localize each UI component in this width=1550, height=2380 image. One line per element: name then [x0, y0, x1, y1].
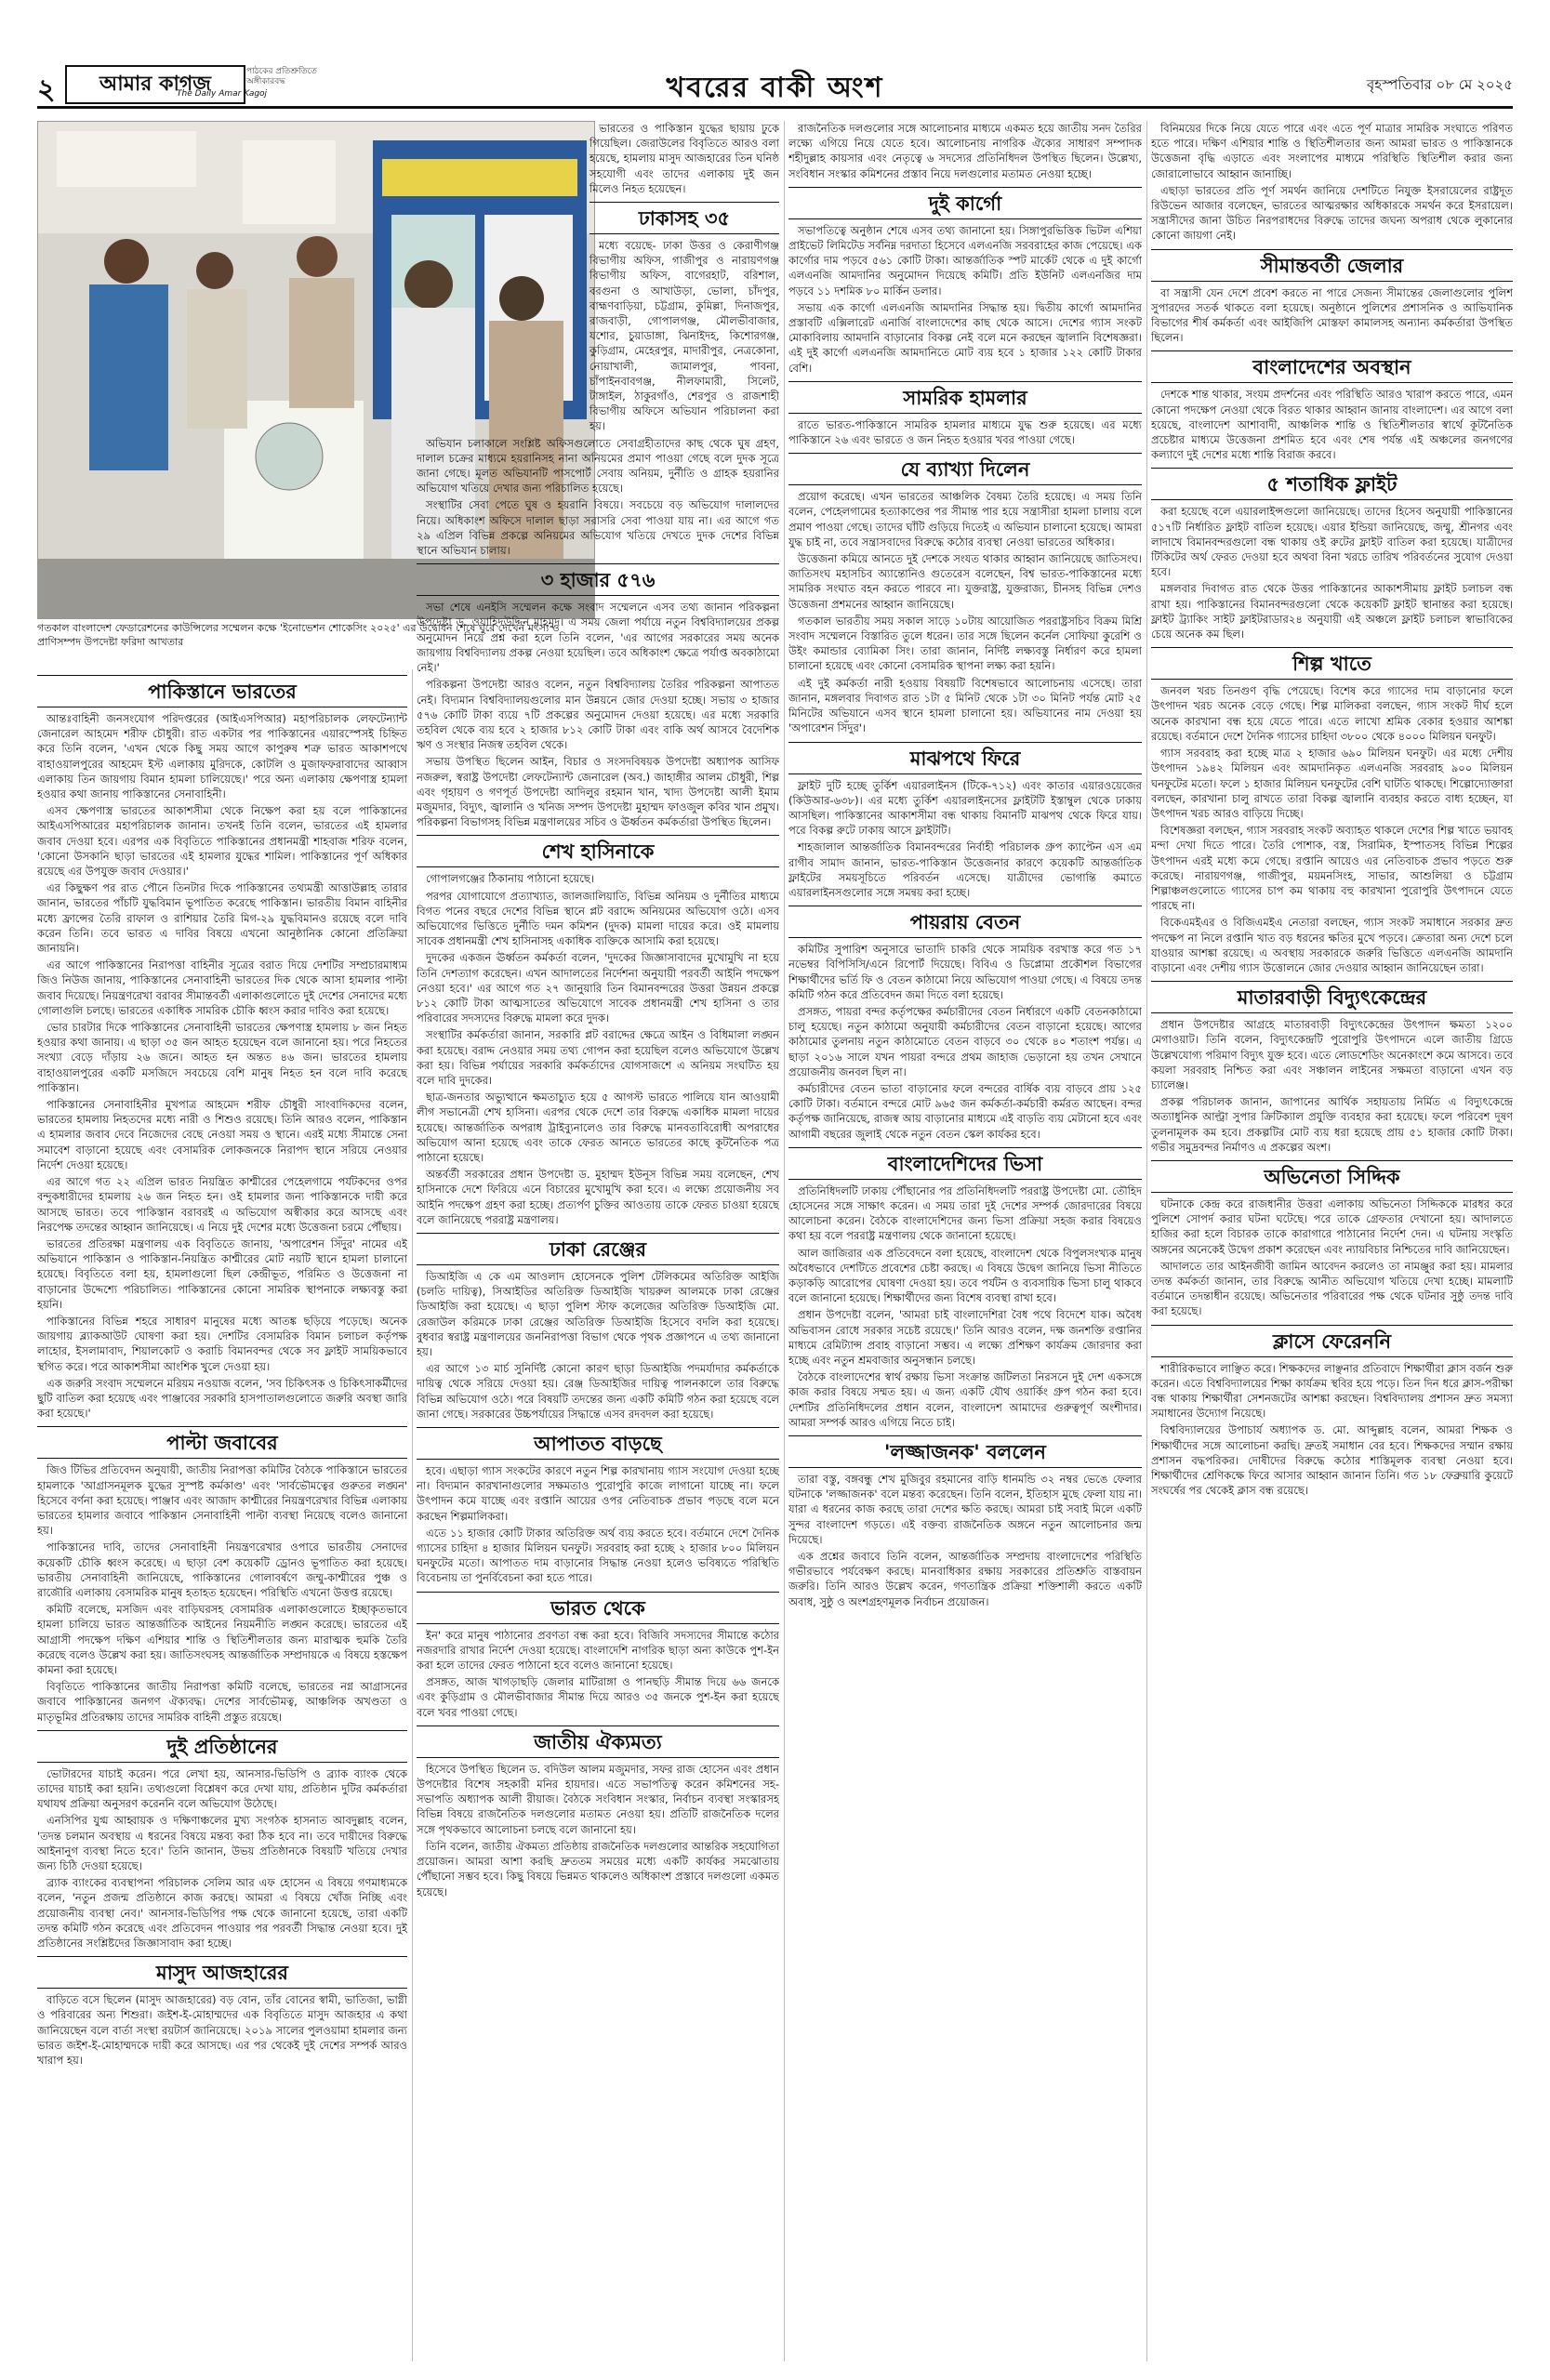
article-text: বিকেএমইএর ও বিজিএমইএ নেতারা বলছেন, গ্যাস সংকট সমাধানে সরকার দ্রুত পদক্ষেপ না নিলে রপ্তানি খাত বড় ধরনের ক্ষতির মুখে পড়বে। ক্রেতারা অন্য দেশে চলে যাওয়ার আশঙ্কা রয়েছে। এ অবস্থায় সরকারকে জরুরি ভিত্তিতে এলএনজি আমদানি বাড়ানো এবং দেশীয় গ্যাস উত্তোলনে জোর দেওয়ার আহ্বান জানিয়েছেন তারা। [1151, 916, 1513, 974]
headline-3576: ৩ হাজার ৫৭৬ [417, 563, 779, 596]
article-text: শাহজালাল আন্তর্জাতিক বিমানবন্দরের নির্বাহী পরিচালক গ্রুপ ক্যাপ্টেন এস এম রাগীব সামাদ জানান, ভারত-পাকিস্তান উত্তেজনার কারণে কয়েকটি আন্তর্জাতিক ফ্লাইটের সময়সূচিতে পরিবর্তন এসেছে। যাত্রীদের ভোগান্তি কমাতে এয়ারলাইনসগুলোর সঙ্গে সমন্বয় করা হচ্ছে। [788, 840, 1142, 899]
article-text: কমিটি বলেছে, মসজিদ এবং বাড়িঘরসহ বেসামরিক এলাকাগুলোতে ইচ্ছাকৃতভাবে হামলা চালিয়ে ভারত আন্তর্জাতিক আইনের নিয়মনীতি লঙ্ঘন করেছে। ভারতের এই আগ্রাসী পদক্ষেপ দক্ষিণ এশিয়ার শান্তি ও স্থিতিশীলতার জন্য মারাত্মক হুমকি তৈরি করেছে বলেও উল্লেখ করা হয়। জাতিসংঘসহ আন্তর্জাতিক সম্প্রদায়কে এ বিষয়ে হস্তক্ষেপ কামনা করা হয়েছে। [37, 1603, 407, 1676]
headline-military-attack: সামরিক হামলার [788, 381, 1142, 414]
headline-industry-sector: শিল্প খাতে [1151, 647, 1513, 680]
tagline: পাঠকের প্রতিশ্রুতিতে অঙ্গীকারবদ্ধ [246, 67, 317, 86]
headline-national-consensus: জাতীয় ঐক্যমত্য [417, 1726, 779, 1758]
article-text: প্রধান উপদেষ্টার আগ্রহে মাতারবাড়ী বিদ্যুৎকেন্দ্রের উৎপাদন ক্ষমতা ১২০০ মেগাওয়াট। তিনি বলেন, বিদ্যুৎকেন্দ্রটি পুরোপুরি উৎপাদনে এলে জাতীয় গ্রিডে উল্লেখযোগ্য পরিমাণ বিদ্যুৎ যুক্ত হবে। এতে লোডশেডিং অনেকাংশে কমে আসবে। তবে কয়লা সরবরাহ নিশ্চিত করা এবং সঞ্চালন লাইনের সক্ষমতা বাড়ানো এখন বড় চ্যালেঞ্জ। [1151, 1018, 1513, 1091]
article-text: রাজনৈতিক দলগুলোর সঙ্গে আলোচনার মাধ্যমে একমত হয়ে জাতীয় সনদ তৈরির লক্ষ্যে এগিয়ে নিয়ে যেতে হবে। আলোচনায় নাগরিক ঐক্যের সাধারণ সম্পাদক শহীদুল্লাহ কায়সার এবং নেতৃত্বে ৬ সদস্যের প্রতিনিধিদল উপস্থিত ছিলেন। উল্লেখ্য, সংবিধান সংস্কার কমিশনের প্রস্তাব নিয়ে দলগুলোর মতামত নেওয়া হচ্ছে। [788, 122, 1142, 180]
article-text: সংস্থাটির কর্মকর্তারা জানান, সরকারি প্লট বরাদ্দের ক্ষেত্রে আইন ও বিধিমালা লঙ্ঘন করা হয়েছে। বরাদ্দ নেওয়ার সময় তথ্য গোপন করা হয়েছিল বলেও অভিযোগে উল্লেখ করা হয়। বিভিন্ন পর্যায়ের সরকারি কর্মকর্তাদের যোগসাজশে এ অনিয়ম সংঘটিত হয় বলে দাবি দুদকের। [417, 1028, 779, 1087]
headline-dhaka-35: ঢাকাসহ ৩৫ [590, 202, 779, 234]
article-text: বাড়িতে বসে ছিলেন (মাসুদ আজহারের) বড় বোন, তাঁর বোনের স্বামী, ভাতিজা, ভাগ্নী ও পরিবারের অন্য শিশুরা। জইশ-ই-মোহাম্মদের এক বিবৃতিতে মাসুদ আজহার এ কথা জানিয়েছেন বলে বার্তা সংস্থা রয়টার্স জানিয়েছে। ২০১৯ সালের পুলওয়ামা হামলার জন্য ভারত জইশ-ই-মোহাম্মদকে দায়ী করে আসছে। এর পর থেকেই দুই দেশের সম্পর্ক আরও খারাপ হয়। [37, 1993, 407, 2068]
article-text: হবে। এছাড়া গ্যাস সংকটের কারণে নতুন শিল্প কারখানায় গ্যাস সংযোগ দেওয়া হচ্ছে না। বিদ্যমান কারখানাগুলোর সক্ষমতাও পুরোপুরি কাজে লাগানো যাচ্ছে না। ফলে উৎপাদন কমে যাচ্ছে এবং রপ্তানি আয়ের ওপর নেতিবাচক প্রভাব পড়ছে বলে মনে করছেন শিল্পমালিকরা। [417, 1464, 779, 1523]
article-text: বিনিময়ের দিকে নিয়ে যেতে পারে এবং এতে পূর্ণ মাত্রার সামরিক সংঘাতে পরিণত হতে পারে। দক্ষিণ এশিয়ার শান্তি ও স্থিতিশীলতার জন্য আমরা ভারত ও পাকিস্তানকে উত্তেজনা বৃদ্ধি এড়াতে এবং সংলাপের মাধ্যমে পরিস্থিতি স্থিতিশীল করার জন্য জোরালোভাবে আহ্বান জানাচ্ছি। [1151, 122, 1513, 180]
article-text: কমিটির সুপারিশ অনুসারে ভাতাদি চাকরি থেকে সাময়িক বরখাস্ত করে গত ১৭ নভেম্বর বিপিসিসি/এনে রিপোর্ট দিয়েছে। বিবিএ ও ডিপ্লোমা প্রকৌশল বিভাগের শিক্ষার্থীদের ভর্তি ফি ও বেতন কাঠামো নিয়ে অভিযোগ পাওয়া গেছে। এ বিষয়ে তদন্ত কমিটি গঠন করে প্রতিবেদন জমা দিতে বলা হয়েছে। [788, 943, 1142, 1001]
article-text: করা হয়েছে বলে এয়ারলাইন্সগুলো জানিয়েছে। তাদের হিসেব অনুযায়ী পাকিস্তানের ৫১৭টি নির্ধারিত ফ্লাইট বাতিল হয়েছে। এয়ার ইন্ডিয়া জানিয়েছে, জম্মু, শ্রীনগর এবং লাদাখে বিমানবন্দরগুলো বন্ধ থাকায় ওই রুটের ফ্লাইট বাতিল করা হয়েছে। যাত্রীদের টিকিটের অর্থ ফেরত দেওয়া হবে অথবা বিনা খরচে তারিখ পরিবর্তনের সুযোগ দেওয়া হবে। [1151, 505, 1513, 579]
article-text: গোপালগঞ্জের ঠিকানায় পাঠানো হয়েছে। [426, 872, 594, 886]
english-name: The Daily Amar Kagoj [177, 89, 268, 99]
article-text: এর আগে পাকিস্তানের নিরাপত্তা বাহিনীর সূত্রের বরাত দিয়ে দেশটির সম্প্রচারমাধ্যম জিও নিউজ জানায়, পাকিস্তানের সেনাবাহিনী ভারতের দিক থেকে আসা হামলার পাল্টা জবাব দিয়েছে। নিয়ন্ত্রণরেখা বরাবর সীমান্তবর্তী এলাকাগুলোতে দুই দেশের সেনাদের মধ্যে গোলাগুলি চলছে। ভারতের একাধিক সামরিক চৌকি ধ্বংস করার দাবিও করা হয়েছে। [37, 959, 407, 1017]
article-text: বৈঠকে বাংলাদেশের স্বার্থ রক্ষায় ভিসা সংক্রান্ত জটিলতা নিরসনে দুই দেশ একসঙ্গে কাজ করার বিষয়ে সম্মত হয়। এ জন্য একটি যৌথ ওয়ার্কিং গ্রুপ গঠন করা হবে। দেশটির প্রতিনিধিদলের প্রধান বলেন, বাংলাদেশ আমাদের গুরুত্বপূর্ণ অংশীদার। আমরা সম্পর্ক আরও এগিয়ে নিতে চাই। [788, 1370, 1142, 1429]
article-text: এর কিছুক্ষণ পর রাত পৌনে তিনটার দিকে পাকিস্তানের তথ্যমন্ত্রী আত্তাউল্লাহ তারার জানান, ভারতের পাঁচটি যুদ্ধবিমান ভূপাতিত করেছে পাকিস্তান। ভারতীয় বিমান বাহিনীর মধ্যে ফ্রান্সের তৈরি রাফাল ও রাশিয়ার তৈরি মিগ-২৯ যুদ্ধবিমানও রয়েছে বলে দাবি করেন তিনি। তবে ভারত এ দাবির বিষয়ে এখনো আনুষ্ঠানিক কোনো প্রতিক্রিয়া জানায়নি। [37, 881, 407, 956]
column-3 [788, 121, 1142, 2361]
article-text: ভারতের ও পাকিস্তান যুদ্ধের ছায়ায় ঢুকে গিয়েছিল। জেরাউলের বিবৃতিতে আরও বলা হয়েছে, হামলায় মাসুদ আজহারের তিন ঘনিষ্ঠ সহযোগী এবং তাদের এলাকায় দুই জন মিলেও নিহত হয়েছেন। [590, 122, 779, 195]
article-text: প্রতিনিধিদলটি ঢাকায় পৌঁছানোর পর প্রতিনিধিদলটি পররাষ্ট্র উপদেষ্টা মো. তৌহিদ হোসেনের সঙ্গে সাক্ষাৎ করেন। এ সময় তারা দুই দেশের সম্পর্ক জোরদারের বিষয়ে আলোচনা করেন। বৈঠকে বাংলাদেশিদের জন্য ভিসা প্রক্রিয়া সহজ করার বিষয়েও কথা হয় বলে পররাষ্ট্র মন্ত্রণালয় থেকে জানানো হয়েছে। [788, 1183, 1142, 1243]
article-text: ব্র্যাক ব্যাংকের ব্যবস্থাপনা পরিচালক সেলিম আর এফ হোসেন এ বিষয়ে গণমাধ্যমকে বলেন, 'নতুন প্রজন্ম প্রতিষ্ঠানে কাজ করছে। আমরা এ বিষয়ে খোঁজ নিচ্ছি এবং প্রয়োজনীয় ব্যবস্থা নেব।' আনসার-ভিডিপির পক্ষ থেকে জানানো হয়েছে, তারা একটি তদন্ত কমিটি গঠন করেছে এবং প্রতিবেদন পাওয়ার পর পরবর্তী সিদ্ধান্ত নেওয়া হবে। দুই প্রতিষ্ঠানের সংশ্লিষ্টদের জিজ্ঞাসাবাদ করা হচ্ছে। [37, 1876, 407, 1950]
issue-date: বৃহস্পতিবার ০৮ মে ২০২৫ [1366, 76, 1513, 93]
article-text: পাকিস্তানের বিভিন্ন শহরে সাধারণ মানুষের মধ্যে আতঙ্ক ছড়িয়ে পড়েছে। অনেক জায়গায় ব্ল্যাকআউট ঘোষণা করা হয়। দেশটির বেসামরিক বিমান চলাচল কর্তৃপক্ষ লাহোর, ইসলামাবাদ, শিয়ালকোট ও করাচি বিমানবন্দর থেকে সব ফ্লাইট সাময়িকভাবে স্থগিত করে। পরে আকাশসীমা আংশিক খুলে দেওয়া হয়। [37, 1314, 407, 1373]
headline-500-flights: ৫ শতাধিক ফ্লাইট [1151, 468, 1513, 500]
article-text: হিসেবে উপস্থিত ছিলেন ড. বদিউল আলম মজুমদার, সফর রাজ হোসেন এবং প্রধান উপদেষ্টার বিশেষ সহকারী মনির হায়দার। এতে সভাপতিত্ব করেন কমিশনের সহ-সভাপতি অধ্যাপক আলী রীয়াজ। বৈঠকে সংবিধান সংস্কার, নির্বাচন ব্যবস্থা সংস্কারসহ বিভিন্ন বিষয়ে রাজনৈতিক দলগুলোর মতামত নেওয়া হয়। প্রতিটি রাজনৈতিক দলের সঙ্গে পৃথকভাবে আলোচনা চলছে বলে জানানো হয়। [417, 1762, 779, 1836]
headline-dhaka-range: ঢাকা রেঞ্জের [417, 1233, 779, 1265]
article-text: সভায় উপস্থিত ছিলেন আইন, বিচার ও সংসদবিষয়ক উপদেষ্টা অধ্যাপক আসিফ নজরুল, স্বরাষ্ট্র উপদেষ্টা লেফটেন্যান্ট জেনারেল (অব.) জাহাঙ্গীর আলম চৌধুরী, শিল্প এবং গৃহায়ণ ও গণপূর্ত উপদেষ্টা আদিলুর রহমান খান, খাদ্য উপদেষ্টা আলী ইমাম মজুমদার, বিদ্যুৎ, জ্বালানি ও খনিজ সম্পদ উপদেষ্টা মুহাম্মদ ফাওজুল কবির খান প্রমুখ। পরিকল্পনা বিভাগসহ বিভিন্ন মন্ত্রণালয়ের সচিব ও ঊর্ধ্বতন কর্মকর্তারা উপস্থিত ছিলেন। [417, 755, 779, 829]
article-text: আদালতে তার আইনজীবী জামিন আবেদন করলেও তা নামঞ্জুর করা হয়। মামলার তদন্ত কর্মকর্তা জানান, তার বিরুদ্ধে আনীত অভিযোগ খতিয়ে দেখা হচ্ছে। মামলাটি বর্তমানে তদন্তাধীন রয়েছে। অভিনেতার পরিবারের পক্ষ থেকে ঘটনার সুষ্ঠু তদন্ত দাবি করা হয়েছে। [1151, 1259, 1513, 1318]
article-text: ভারতের প্রতিরক্ষা মন্ত্রণালয় এক বিবৃতিতে জানায়, 'অপারেশন সিঁদুর' নামের এই অভিযানে পাকিস্তান ও পাকিস্তান-নিয়ন্ত্রিত কাশ্মীরের মোট নয়টি স্থানে হামলা চালানো হয়েছে। বিবৃতিতে বলা হয়, হামলাগুলো ছিল কেন্দ্রীভূত, পরিমিত ও উত্তেজনা না বাড়ানোর উদ্দেশ্যে পরিচালিত। পাকিস্তানের কোনো সামরিক স্থাপনাকে লক্ষ্যবস্তু করা হয়নি। [37, 1236, 407, 1311]
headline-two-cargo: দুই কার্গো [788, 187, 1142, 219]
article-text: গতকাল ভারতীয় সময় সকাল সাড়ে ১০টায় আয়োজিত পররাষ্ট্রসচিব বিক্রম মিশ্রি সংবাদ সম্মেলনে বিস্তারিত তুলে ধরেন। তার সঙ্গে ছিলেন কর্নেল সোফিয়া কুরেশি ও উইং কমান্ডার ব্যোমিকা সিং। তারা জানান, নির্দিষ্ট লক্ষ্যবস্তু নির্ধারণ করে হামলা চালানো হয়েছে এবং কোনো বেসামরিক স্থাপনা লক্ষ্য করা হয়নি। [788, 614, 1142, 673]
article-text: বিশ্ববিদ্যালয়ের উপাচার্য অধ্যাপক ড. মো. আব্দুল্লাহ বলেন, আমরা শিক্ষক ও শিক্ষার্থীদের সঙ্গে আলোচনা করছি। দ্রুতই সমাধান বের হবে। শিক্ষকদের সম্মান রক্ষায় প্রশাসন বদ্ধপরিকর। দোষীদের বিরুদ্ধে কঠোর শাস্তিমূলক ব্যবস্থা নেওয়া হবে। শিক্ষার্থীদের শ্রেণিকক্ষে ফিরে আসার আহ্বান জানান তিনি। গত ১৮ ফেব্রুয়ারি কুয়েটে সংঘর্ষের পর থেকেই ক্লাস বন্ধ রয়েছে। [1151, 1423, 1513, 1498]
article-text: ডিআইজি এ কে এম আওলাদ হোসেনকে পুলিশ টেলিকমের অতিরিক্ত আইজি (চলতি দায়িত্ব), সিআইডির অতিরিক্ত ডিআইজি খায়রুল আলমকে ঢাকা রেঞ্জের ডিআইজি করা হয়েছে। এ ছাড়া পুলিশ স্টাফ কলেজের অতিরিক্ত ডিআইজি মো. রেজাউল করিমকে ঢাকা রেঞ্জের অতিরিক্ত ডিআইজি হিসেবে বদলি করা হয়েছে। বুধবার স্বরাষ্ট্র মন্ত্রণালয়ের জননিরাপত্তা বিভাগ থেকে পৃথক প্রজ্ঞাপনে এ তথ্য জানানো হয়। [417, 1270, 779, 1359]
article-text: দুদকের একজন ঊর্ধ্বতন কর্মকর্তা বলেন, 'দুদকের জিজ্ঞাসাবাদের মুখোমুখি না হয়ে তিনি দেশত্যাগ করেছেন। এখন আদালতের নির্দেশনা অনুযায়ী পরবর্তী আইনি পদক্ষেপ নেওয়া হবে।' এর আগে গত ২৭ জানুয়ারি তিন বিমানবন্দরের উত্তরা উন্নয়ন প্রকল্পে ৮১২ কোটি টাকা আত্মসাতের অভিযোগে সাবেক প্রধানমন্ত্রী শেখ হাসিনা ও তার পরিবারের সদস্যদের বিরুদ্ধে মামলা করে দুদক। [417, 951, 779, 1025]
article-text: গ্যাস সরবরাহ করা হচ্ছে মাত্র ২ হাজার ৬৯০ মিলিয়ন ঘনফুট। এর মধ্যে দেশীয় উৎপাদন ১৯৪২ মিলিয়ন এবং আমদানিকৃত এলএনজি সরবরাহ ৯০০ মিলিয়ন ঘনফুটের মতো। ফলে ১ হাজার মিলিয়ন ঘনফুটের বেশি ঘাটতি থাকছে। শিল্পোদ্যোক্তারা বলছেন, কারখানা চালু রাখতে তারা বিকল্প জ্বালানি ব্যবহার করতে বাধ্য হচ্ছেন, যা উৎপাদন খরচ আরও বাড়িয়ে দিচ্ছে। [1151, 747, 1513, 820]
page-number: ২ [37, 73, 56, 106]
article-text: তিনি বলেন, জাতীয় ঐকমত্য প্রতিষ্ঠায় রাজনৈতিক দলগুলোর আন্তরিক সহযোগিতা প্রয়োজন। আমরা আশা করছি দ্রুততম সময়ের মধ্যে একটি কার্যকর সমঝোতায় পৌঁছানো সম্ভব হবে। কিছু বিষয়ে ভিন্নমত থাকলেও অধিকাংশ প্রস্তাবে দলগুলো একমত হয়েছে। [417, 1839, 779, 1898]
headline-two-institutions: দুই প্রতিষ্ঠানের [37, 1730, 407, 1763]
column-1 [37, 669, 407, 2361]
article-text: ঘটনাকে কেন্দ্র করে রাজধানীর উত্তরা এলাকায় অভিনেতা সিদ্দিককে মারধর করে পুলিশে সোপর্দ করার ঘটনা ঘটেছে। পরে তাকে গ্রেফতার দেখানো হয়। আদালতে হাজির করা হলে বিচারক তাকে কারাগারে পাঠানোর নির্দেশ দেন। এ ঘটনায় সংস্কৃতি অঙ্গনের অনেকেই উদ্বেগ প্রকাশ করেছেন এবং ন্যায়বিচার নিশ্চিতের দাবি জানিয়েছেন। [1151, 1197, 1513, 1256]
headline-matarbari: মাতারবাড়ী বিদ্যুৎকেন্দ্রের [1151, 981, 1513, 1013]
article-text: ইন' করে মানুষ পাঠানোর প্রবণতা বন্ধ করা হবে। বিজিবি সদস্যদের সীমান্তে কঠোর নজরদারি রাখার নির্দেশ দেওয়া হয়েছে। বাংলাদেশি নাগরিক ছাড়া অন্য কাউকে পুশ-ইন করা হলে তাদের ফেরত পাঠানো হবে বলেও জানানো হয়েছে। [417, 1628, 779, 1673]
headline-returned-midway: মাঝপথে ফিরে [788, 742, 1142, 774]
headline-retaliation: পাল্টা জবাবের [37, 1426, 407, 1459]
article-text: প্রয়োগ করেছে। এখন ভারতের আঞ্চলিক বৈষম্য তৈরি হয়েছে। এ সময় তিনি বলেন, পেহেলগামের হত্যাকাণ্ডের পর সীমান্ত পার হয়ে সন্ত্রাসীরা হামলা চালায় বলে প্রমাণ পাওয়া গেছে। তাদের ঘাঁটি গুড়িয়ে দিতেই এ অভিযান চালানো হয়েছে। আমরা যুদ্ধ চাই না, তবে সন্ত্রাসবাদের বিরুদ্ধে কঠোর ব্যবস্থা নেওয়া ভারতের অধিকার। [788, 490, 1142, 549]
article-text: সভা শেষে এনইসি সম্মেলন কক্ষে সংবাদ সম্মেলনে এসব তথ্য জানান পরিকল্পনা উপদেষ্টা ড. ওয়াহিদউদ্দিন মাহমুদ। এ সময় জেলা পর্যায়ে নতুন বিশ্ববিদ্যালয়ের প্রকল্প অনুমোদন নিয়ে প্রশ্ন করা হলে তিনি বলেন, 'এর আগের সরকারের সময় অনেক জায়গায় বিশ্ববিদ্যালয় প্রকল্প নেওয়া হয়েছিল। তবে অধিকাংশ ক্ষেত্রে পর্যাপ্ত অবকাঠামো নেই।' [417, 601, 779, 675]
article-text: তারা বস্তু, বঙ্গবন্ধু শেখ মুজিবুর রহমানের বাড়ি ধানমন্ডি ৩২ নম্বর ভেঙে ফেলার ঘটনাকে 'লজ্জাজনক' বলে মন্তব্য করেছেন। তিনি বলেন, ইতিহাস মুছে ফেলা যায় না। যারা এ ধরনের কাজ করছে তারা দেশের ক্ষতি করছে। আমরা চাই সবাই মিলে একটি সুন্দর বাংলাদেশ গড়তে। এই বক্তব্য রাজনৈতিক অঙ্গনে নতুন আলোচনার জন্ম দিয়েছে। [788, 1473, 1142, 1546]
column-4 [1151, 121, 1513, 2361]
headline-explanation: যে ব্যাখ্যা দিলেন [788, 453, 1142, 485]
headline-from-india: ভারত থেকে [417, 1592, 779, 1624]
article-text: বিবৃতিতে পাকিস্তানের জাতীয় নিরাপত্তা কমিটি বলেছে, ভারতের নগ্ন আগ্রাসনের জবাবে পাকিস্তানের জনগণ ঐক্যবদ্ধ। দেশের সার্বভৌমত্ব, আঞ্চলিক অখণ্ডতা ও মাতৃভূমির প্রতিরক্ষায় তাদের সামরিক বাহিনী প্রস্তুত রয়েছে। [37, 1680, 407, 1724]
headline-bangladeshi-visa: বাংলাদেশিদের ভিসা [788, 1147, 1142, 1180]
article-text: সভাপতিত্বে অনুষ্ঠান শেষে এসব তথ্য জানানো হয়। সিঙ্গাপুরভিত্তিক ভিটল এশিয়া প্রাইভেট লিমিটেড সর্বনিম্ন দরদাতা হিসেবে এলএনজি সরবরাহের কাজ পেয়েছে। এক কার্গোর দাম পড়বে ৫৬১ কোটি টাকা। আন্তর্জাতিক স্পট মার্কেট থেকে এ দুই কার্গো এলএনজি আমদানির অনুমোদন দিয়েছে কমিটি। প্রতি ইউনিট এলএনজির দাম পড়বে ১১ দশমিক ৮০ মার্কিন ডলার। [788, 223, 1142, 298]
article-text: ভোটারদের যাচাই করেন। পরে লেখা হয়, আনসার-ভিডিপি ও ব্র্যাক ব্যাংক থেকে তাদের যাচাই করা হয়নি। তথ্যগুলো বিশ্লেষণ করে দেখা যায়, প্রতিষ্ঠান দুটির কর্মকর্তারা যথাযথ প্রক্রিয়া অনুসরণ করেননি বলে অভিযোগ উঠেছে। [37, 1766, 407, 1811]
article-text: উত্তেজনা কমিয়ে আনতে দুই দেশকে সংযত থাকার আহ্বান জানিয়েছে জাতিসংঘ। জাতিসংঘ মহাসচিব অ্যান্তোনিও গুতেরেস বলেছেন, বিশ্ব ভারত-পাকিস্তানের মধ্যে সামরিক সংঘাত বহন করতে পারবে না। যুক্তরাষ্ট্র, যুক্তরাজ্য, চীনসহ বিভিন্ন দেশও উত্তেজনা প্রশমনের আহ্বান জানিয়েছে। [788, 552, 1142, 611]
article-text: এনসিপির যুগ্ম আহ্বায়ক ও দক্ষিণাঞ্চলের মুখ্য সংগঠক হাসনাত আবদুল্লাহ বলেন, 'তদন্ত চলমান অবস্থায় এ ধরনের বিষয়ে মন্তব্য করা ঠিক হবে না। তবে দায়ীদের বিরুদ্ধে আইনানুগ ব্যবস্থা নিতে হবে।' তিনি জানান, উভয় প্রতিষ্ঠানকে বিষয়টি খতিয়ে দেখার জন্য চিঠি দেওয়া হয়েছে। [37, 1814, 407, 1873]
headline-payra-salary: পায়রায় বেতন [788, 906, 1142, 938]
article-text: মধ্যে বয়েছে- ঢাকা উত্তর ও কেরাণীগঞ্জ বিভাগীয় অফিস, গাজীপুর ও নারায়ণগঞ্জ বিভাগীয় অফিস, বাগেরহাট, বরিশাল, বরগুনা ও আখাউড়া, ভোলা, চাঁদপুর, বাহ্মণবাড়িয়া, চট্টগ্রাম, কুমিল্লা, দিনাজপুর, রাজবাড়ী, গোপালগঞ্জ, মৌলভীবাজার, যশোর, চুয়াডাঙ্গা, ঝিনাইদহ, কিশোরগঞ্জ, কুড়িগ্রাম, মেহেরপুর, মাদারীপুর, নেত্রকোনা, নোয়াখালী, জামালপুর, পাবনা, চাঁপাইনবাবগঞ্জ, নীলফামারী, সিলেট, টাঙ্গাইল, ঠাকুরগাঁও, শেরপুর ও রাজশাহী বিভাগীয় অফিসে অভিযান পরিচালনা করা হয়। [590, 239, 779, 433]
article-text: জনবল খরচ তিনগুণ বৃদ্ধি পেয়েছে। বিশেষ করে গ্যাসের দাম বাড়ানোর ফলে উৎপাদন খরচ অনেক বেড়ে গেছে। শিল্প মালিকরা বলছেন, গ্যাস সংকট দীর্ঘ হলে অনেক কারখানা বন্ধ হয়ে যেতে পারে। এতে লাখো শ্রমিক বেকার হওয়ার আশঙ্কা রয়েছে। বর্তমানে দেশে দৈনিক গ্যাসের চাহিদা ৩৮০০ থেকে ৪০০০ মিলিয়ন ঘনফুট। [1151, 684, 1513, 743]
section-title: খবরের বাকী অংশ [666, 72, 884, 104]
column-divider [1146, 121, 1147, 2361]
article-text: এতে ১১ হাজার কোটি টাকার অতিরিক্ত অর্থ ব্যয় করতে হবে। বর্তমানে দেশে দৈনিক গ্যাসের চাহিদা ৪ হাজার মিলিয়ন ঘনফুট। সরবরাহ করা হচ্ছে ২ হাজার ৮০০ মিলিয়ন ঘনফুটের মতো। আপাতত দাম বাড়ানোর সিদ্ধান্ত নেওয়া হলেও ভবিষ্যতে পরিস্থিতি বিবেচনায় তা পুনর্বিবেচনা করা হতে পারে। [417, 1526, 779, 1585]
article-text: ছাত্র-জনতার অভ্যুত্থানে ক্ষমতাচ্যুত হয়ে ৫ আগস্ট ভারতে পালিয়ে যান আওয়ামী লীগ সভানেত্রী শেখ হাসিনা। এরপর থেকে দেশে তার বিরুদ্ধে একাধিক মামলা দায়ের হয়েছে। আন্তর্জাতিক অপরাধ ট্রাইব্যুনালেও তার বিরুদ্ধে মানবতাবিরোধী অপরাধের অভিযোগ আনা হয়েছে এবং তাকে ফেরত আনতে ভারতের কাছে কূটনৈতিক পত্র পাঠানো হয়েছে। [417, 1091, 779, 1164]
article-text: রাতে ভারত-পাকিস্তানে সামরিক হামলার মাধ্যমে যুদ্ধ শুরু হয়েছে। এর মধ্যে পাকিস্তানে ২৬ এবং ভারতে ও জন নিহত হওয়ার খবর পাওয়া গেছে। [788, 417, 1142, 447]
article-text: কর্মচারীদের বেতন ভাতা বাড়ানোর ফলে বন্দরের বার্ষিক ব্যয় বাড়বে প্রায় ১২৫ কোটি টাকা। বর্তমানে বন্দরে মোট ৯৬৫ জন কর্মকর্তা-কর্মচারী কর্মরত আছেন। বন্দর কর্তৃপক্ষ জানিয়েছে, রাজস্ব আয় বাড়ানোর মাধ্যমে এই বাড়তি ব্যয় মেটানো হবে এবং আগামী বছরের জুলাই থেকে নতুন বেতন স্কেল কার্যকর হবে। [788, 1081, 1142, 1141]
article-text: শারীরিকভাবে লাঞ্ছিত করে। শিক্ষকদের লাঞ্ছনার প্রতিবাদে শিক্ষার্থীরা ক্লাস বর্জন শুরু করেন। এতে বিশ্ববিদ্যালয়ের শিক্ষা কার্যক্রম স্থবির হয়ে পড়ে। তিন দিন ধরে ক্লাস-পরীক্ষা বন্ধ থাকায় শিক্ষার্থীরা সেশনজটের আশঙ্কা করছেন। বিশ্ববিদ্যালয় প্রশাসন দ্রুত সমস্যা সমাধানের উদ্যোগ নিয়েছে। [1151, 1361, 1513, 1421]
article-text: বা সন্ত্রাসী যেন দেশে প্রবেশ করতে না পারে সেজন্য সীমান্তের জেলাগুলোর পুলিশ সুপারদের সতর্ক থাকতে বলা হয়েছে। অনুষ্ঠানে পুলিশের প্রশাসনিক ও আভিযানিক বিভাগের শীর্ষ কর্মকর্তা এবং আইজিপি মোস্তফা কামালসহ অন্যান্য কর্মকর্তারা উপস্থিত ছিলেন। [1151, 285, 1513, 345]
masthead [37, 61, 1513, 109]
column-divider [784, 121, 785, 2361]
article-text: অভিযান চলাকালে সংশ্লিষ্ট অফিসগুলোতে সেবাগ্রহীতাদের কাছ থেকে ঘুষ গ্রহণ, দালাল চক্রের মাধ্যমে হয়রানিসহ নানা অনিয়মের প্রমাণ পাওয়া গেছে বলে দুদক সূত্রে জানা গেছে। মূলত অভিযানটি পাসপোর্ট সেবায় অনিয়ম, দুর্নীতি ও গ্রাহক হয়রানির অভিযোগ খতিয়ে দেখার জন্য পরিচালিত হয়েছে। [417, 436, 779, 496]
article-text: প্রকল্প পরিচালক জানান, জাপানের আর্থিক সহায়তায় নির্মিত এ বিদ্যুৎকেন্দ্রে অত্যাধুনিক আল্ট্রা সুপার ক্রিটিক্যাল প্রযুক্তি ব্যবহার করা হয়েছে। ফলে পরিবেশ দূষণ তুলনামূলক কম হবে। প্রকল্পটির মোট ব্যয় ধরা হয়েছে প্রায় ৫১ হাজার কোটি টাকা। গভীর সমুদ্রবন্দর নির্মাণও এ প্রকল্পের অংশ। [1151, 1095, 1513, 1154]
headline-not-returned-class: ক্লাসে ফেরেননি [1151, 1325, 1513, 1357]
article-text: আন্তঃবাহিনী জনসংযোগ পরিদপ্তরের (আইএসপিআর) মহাপরিচালক লেফটেন্যান্ট জেনারেল আহমেদ শরীফ চৌধুরী। রাত একটার পর পাকিস্তানের এয়ারস্পেসই চিহ্নিত করে তিনি বলেন, 'এখন থেকে কিছু সময় আগে কাপুরুষ শত্রু ভারত আকাশপথে বাহাওয়ালপুরের আহমেদ ইস্ট এলাকায় মুরিদকে, কোটলি ও মুজাফফরাবাদের আব্বাস এলাকায় তিন জায়গায় বিমান হামলা চালিয়েছে।' পরে অন্য এলাকায় ক্ষেপণাস্ত্র হামলা হওয়ার কথা জানায় পাকিস্তানের সেনাবাহিনী। [37, 712, 407, 801]
article-text: এসব ক্ষেপণাস্ত্র ভারতের আকাশসীমা থেকে নিক্ষেপ করা হয় বলে পাকিস্তানের আইএসপিআরের মহাপরিচালক জানান। তখনই তিনি বলেন, ভারতের এই হামলার জবাব দেওয়া হবে। এরপর এক বিবৃতিতে পাকিস্তানের প্রধানমন্ত্রী শাহবাজ শরিফ বলেন, 'কোনো উসকানি ছাড়া ভারতের এই হামলার যুদ্ধের শামিল। পাকিস্তানের পূর্ণ অধিকার রয়েছে এর উপযুক্ত জবাব দেওয়ার।' [37, 804, 407, 879]
article-text: জিও টিভির প্রতিবেদন অনুযায়ী, জাতীয় নিরাপত্তা কমিটির বৈঠকে পাকিস্তানে ভারতের হামলাকে 'আগ্রাসনমূলক যুদ্ধের সুস্পষ্ট কর্মকাণ্ড' এবং 'সার্বভৌমত্বের গুরুতর লঙ্ঘন' হিসেবে বর্ণনা করা হয়েছে। পাঞ্জাব এবং আজাদ কাশ্মীরের নিয়ন্ত্রণরেখার বিভিন্ন এলাকায় ভারতের হামলার জবাবে পাকিস্তান সেনাবাহিনী পাল্টা ব্যবস্থা নিয়েছে বলেও জানানো হয়। [37, 1463, 407, 1538]
article-text: সভায় এক কার্গো এলএনজি আমদানির সিদ্ধান্ত হয়। দ্বিতীয় কার্গো আমদানির প্রস্তাবটি এক্সিলারেট এনার্জি বাংলাদেশের কাছ থেকে আসে। দেশের গ্যাস সংকট মোকাবিলায় আমদানি বাড়ানোর বিকল্প নেই বলে মনে করছেন জ্বালানি বিশেষজ্ঞরা। এই দুই কার্গো এলএনজি আমদানিতে মোট ব্যয় হবে ১ হাজার ১২২ কোটি টাকার বেশি। [788, 300, 1142, 375]
column-divider [412, 669, 413, 2361]
article-text: সংস্থাটির সেবা পেতে ঘুষ ও হয়রানি বিষয়ে। সবচেয়ে বড় অভিযোগ দালালদের নিয়ে। অধিকাংশ অফিসে দালাল ছাড়া সরাসরি সেবা পাওয়া যায় না। এর আগে গত ২৯ এপ্রিল বিভিন্ন প্রকল্পে অনিয়মের অভিযোগ খতিয়ে দেখতে দুদক দেশের বিভিন্ন স্থানে অভিযান চালায়। [417, 498, 779, 558]
article-text: প্রধান উপদেষ্টা বলেন, 'আমরা চাই বাংলাদেশিরা বৈধ পথে বিদেশে যাক। অবৈধ অভিবাসন রোধে সরকার সচেষ্ট রয়েছে।' তিনি আরও বলেন, দক্ষ জনশক্তি রপ্তানির মাধ্যমে রেমিট্যান্স প্রবাহ বাড়ানো সম্ভব। এ লক্ষ্যে প্রশিক্ষণ কার্যক্রম জোরদার করা হচ্ছে এবং নতুন শ্রমবাজার অনুসন্ধান চলছে। [788, 1308, 1142, 1367]
article-text: এর আগে ১৩ মার্চ সুনির্দিষ্ট কোনো কারণ ছাড়া ডিআইজি পদমর্যাদার কর্মকর্তাকে দায়িত্ব থেকে সরিয়ে দেওয়া হয়। রেঞ্জ ডিআইজির দায়িত্ব পালনকালে তার বিরুদ্ধে বিভিন্ন অভিযোগ ওঠে। পরে বিষয়টি তদন্তের জন্য একটি কমিটি গঠন করা হয়েছে বলে জানা গেছে। সরকারের উচ্চপর্যায়ের সিদ্ধান্তে এসব রদবদল করা হয়েছে। [417, 1362, 779, 1421]
article-text: প্রসঙ্গত, আজ খাগড়াছড়ি জেলার মাটিরাঙ্গা ও পানছড়ি সীমান্ত দিয়ে ৬৬ জনকে এবং কুড়িগ্রাম ও মৌলভীবাজার সীমান্ত দিয়ে আরও ৩৫ জনকে পুশ-ইন করা হয়েছে বলে খবর পাওয়া গেছে। [417, 1675, 779, 1719]
headline-increasing: আপাতত বাড়ছে [417, 1427, 779, 1460]
article-text: পাকিস্তানের সেনাবাহিনীর মুখপাত্র আহমেদ শরীফ চৌধুরী সাংবাদিকদের বলেন, ভারতের হামলায় নিহতদের মধ্যে নারী ও শিশুও রয়েছে। তিনি আরও বলেন, পাকিস্তান এ হামলার জবাব দেবে নিজেদের বেছে নেওয়া সময় ও স্থানে। এরই মধ্যে সীমান্তে সেনা সমাবেশ বাড়ানো হয়েছে এবং বেসামরিক লোকজনকে নিরাপদ স্থানে সরিয়ে নেওয়ার নির্দেশ দেওয়া হয়েছে। [37, 1098, 407, 1171]
article-text: ভোর চারটার দিকে পাকিস্তানের সেনাবাহিনী ভারতের ক্ষেপণাস্ত্র হামলায় ৮ জন নিহত হওয়ার কথা জানায়। এ ছাড়া ৩৫ জন আহত হয়েছেন বলে জানানো হয়। পরে নিহতের সংখ্যা বেড়ে দাঁড়ায় ২৬ জনে। আহত হন অন্তত ৪৬ জন। ভারতের হামলায় বাহাওয়ালপুরের একটি মসজিদে সবচেয়ে বেশি মানুষ নিহত হন বলে দাবি করেছে পাকিস্তান। [37, 1021, 407, 1094]
article-text: প্রসঙ্গত, পায়রা বন্দর কর্তৃপক্ষের কর্মচারীদের বেতন নির্ধারণে একটি বেতনকাঠামো চালু হয়েছে। নতুন কাঠামো অনুযায়ী কর্মচারীদের বেতন বাড়ানো হয়েছে। আগের কাঠামোর তুলনায় নতুন কাঠামোতে বেতন বাড়বে ৩০ থেকে ৪০ শতাংশ পর্যন্ত। এ ছাড়া ২০১৬ সালে যখন পায়রা বন্দরে প্রথম জাহাজ ভেড়ানো হয় তখন সেখানে প্রয়োজনীয় জনবল ছিল না। [788, 1004, 1142, 1078]
article-text: এক প্রশ্নের জবাবে তিনি বলেন, আন্তর্জাতিক সম্প্রদায় বাংলাদেশের পরিস্থিতি গভীরভাবে পর্যবেক্ষণ করছে। মানবাধিকার রক্ষায় সরকারের প্রতিশ্রুতি বাস্তবায়ন জরুরি। তিনি আরও উল্লেখ করেন, গণতান্ত্রিক প্রক্রিয়া শক্তিশালী করতে একটি অবাধ, সুষ্ঠু ও অংশগ্রহণমূলক নির্বাচন প্রয়োজন। [788, 1550, 1142, 1608]
article-text: মঙ্গলবার দিবাগত রাত থেকে উত্তর পাকিস্তানের আকাশসীমায় ফ্লাইট চলাচল বন্ধ রাখা হয়। পাকিস্তানের বিমানবন্দরগুলো থেকে কয়েকটি ফ্লাইট স্থানান্তর করা হয়েছে। ফ্লাইট ট্র্যাকিং সাইট ফ্লাইটরাডার২৪ অনুযায়ী এই অঞ্চলে ফ্লাইট চলাচল স্বাভাবিকের চেয়ে অনেক কম ছিল। [1151, 582, 1513, 641]
headline-bangladesh-position: বাংলাদেশের অবস্থান [1151, 350, 1513, 383]
article-text: এছাড়া ভারতের প্রতি পূর্ণ সমর্থন জানিয়ে দেশটিতে নিযুক্ত ইসরায়েলের রাষ্ট্রদূত রিউভেন আজার বলেছেন, ভারতের আত্মরক্ষার অধিকারকে সমর্থন করে ইসরায়েল। সন্ত্রাসীদের জানা উচিত নিরপরাধদের বিরুদ্ধে তাদের জঘন্য অপরাধ থেকে লুকানোর কোনো জায়গা নেই। [1151, 183, 1513, 243]
headline-sheikh-hasina: শেখ হাসিনাকে [417, 835, 779, 867]
headline-pakistan: পাকিস্তানে ভারতের [37, 675, 407, 707]
photo-caption: গতকাল বাংলাদেশ ফেডারেশনের কাউন্সিলের সম্মেলন কক্ষে 'ইনোভেশন শোকেসিং ২০২৫' এর উদ্বোধন শেষে ঘুরে দেখেন মৎস্য ও প্রাণিসম্পদ উপদেষ্টা ফরিদা আখতার [37, 622, 560, 648]
headline-shameful: 'লজ্জাজনক' বললেন [788, 1435, 1142, 1468]
article-text: পাকিস্তানের দাবি, তাদের সেনাবাহিনী নিয়ন্ত্রণরেখার ওপারে ভারতীয় সেনাদের কয়েকটি চৌকি ধ্বংস করেছে। এ ছাড়া বেশ কয়েকটি ড্রোনও ভূপাতিত করা হয়েছে। ভারতীয় সেনাবাহিনী জানিয়েছে, পাকিস্তানের গোলাবর্ষণে জম্মু-কাশ্মীরের পুঞ্চ ও রাজৌরি এলাকায় বেসামরিক মানুষ হতাহত হয়েছেন। পরিস্থিতি এখনো উত্তপ্ত রয়েছে। [37, 1540, 407, 1599]
article-text: বিশেষজ্ঞরা বলছেন, গ্যাস সরবরাহ সংকট অব্যাহত থাকলে দেশের শিল্প খাতে ভয়াবহ মন্দা দেখা দিতে পারে। তৈরি পোশাক, বস্ত্র, সিরামিক, ইস্পাতসহ বিভিন্ন শিল্পের উৎপাদন এরই মধ্যে কমে গেছে। রপ্তানি আয়েও এর নেতিবাচক প্রভাব পড়তে শুরু করেছে। নারায়ণগঞ্জ, গাজীপুর, ময়মনসিংহ, সাভার, আশুলিয়া ও চট্টগ্রাম শিল্পাঞ্চলগুলোতে গ্যাসের চাপ কম থাকায় বহু কারখানা পুরোপুরি উৎপাদনে যেতে পারছে না। [1151, 824, 1513, 913]
article-text: এই দুই কর্মকর্তা নারী হওয়ায় বিষয়টি বিশেষভাবে আলোচনায় এসেছে। তারা জানান, মঙ্গলবার দিবাগত রাত ১টা ৫ মিনিট থেকে ১টা ৩০ মিনিট পর্যন্ত মোট ২৫ মিনিটের অভিযানে এসব স্থানে হামলা চালানো হয়। অভিযানের নাম দেওয়া হয় 'অপারেশন সিঁদুর'। [788, 676, 1142, 735]
article-text: পরপর যোগাযোগে প্রত্যাখ্যাত, জালজালিয়াতি, বিভিন্ন অনিয়ম ও দুর্নীতির মাধ্যমে বিগত পনের বছরে দেশের বিভিন্ন স্থানে প্লট বরাদ্দে অনিয়মের অভিযোগ ওঠে। এসব অভিযোগের ভিত্তিতে দুর্নীতি দমন কমিশন (দুদক) মামলা দায়ের করে। ওই মামলায় সাবেক প্রধানমন্ত্রী শেখ হাসিনাসহ একাধিক ব্যক্তিকে আসামি করা হয়েছে। [417, 889, 779, 948]
article-text: পরিকল্পনা উপদেষ্টা আরও বলেন, নতুন বিশ্ববিদ্যালয় তৈরির পরিকল্পনা আপাতত নেই। বিদ্যমান বিশ্ববিদ্যালয়গুলোর মান উন্নয়নে জোর দেওয়া হচ্ছে। সভায় ৩ হাজার ৫৭৬ কোটি টাকা ব্যয়ে ৭টি প্রকল্পের অনুমোদন দেওয়া হয়েছে। এর মধ্যে সরকারি তহবিল থেকে ব্যয় হবে ২ হাজার ৮১২ কোটি টাকা এবং বাকি অর্থ আসবে বৈদেশিক ঋণ ও সংস্থার নিজস্ব তহবিল থেকে। [417, 678, 779, 752]
column-2-top-right [590, 121, 779, 434]
column-2 [417, 121, 779, 2361]
article-text: দেশকে শান্ত থাকার, সংযম প্রদর্শনের এবং পরিস্থিতি আরও খারাপ করতে পারে, এমন কোনো পদক্ষেপ নেওয়া থেকে বিরত থাকার আহ্বান জানায় বাংলাদেশ। এর আগে বলা হয়েছে, বাংলাদেশ আশাবাদী, আঞ্চলিক শান্তি ও স্থিতিশীলতার স্বার্থে কূটনৈতিক প্রচেষ্টার মাধ্যমে উত্তেজনা প্রশমিত হবে এবং শেষ পর্যন্ত এই অঞ্চলের জনগণের কল্যাণে দুই দেশের মধ্যে শান্তি বিরাজ করবে। [1151, 388, 1513, 462]
article-text: অন্তর্বর্তী সরকারের প্রধান উপদেষ্টা ড. মুহাম্মদ ইউনূস বিভিন্ন সময় বলেছেন, শেখ হাসিনাকে দেশে ফিরিয়ে এনে বিচারের মুখোমুখি করা হবে। এ লক্ষ্যে প্রয়োজনীয় সব আইনি পদক্ষেপ গ্রহণ করা হচ্ছে। প্রত্যর্পণ চুক্তির আওতায় তাকে ফেরত চাওয়া হয়েছে বলে জানিয়েছে পররাষ্ট্র মন্ত্রণালয়। [417, 1168, 779, 1226]
headline-masood-azhar: মাসুদ আজহারের [37, 1956, 407, 1989]
headline-actor-siddique: অভিনেতা সিদ্দিক [1151, 1160, 1513, 1193]
headline-border-district: সীমান্তবর্তী জেলার [1151, 249, 1513, 282]
article-text: এক জরুরি সংবাদ সম্মেলনে মরিয়ম নওয়াজ বলেন, 'সব চিকিৎসক ও চিকিৎসাকর্মীদের ছুটি বাতিল করা হয়েছে এবং পাঞ্জাবের সরকারি হাসপাতালগুলোতে জরুরি অবস্থা জারি করা হয়েছে।' [37, 1376, 407, 1421]
article-text: এর আগে গত ২২ এপ্রিল ভারত নিয়ন্ত্রিত কাশ্মীরের পেহেলগামে পর্যটকদের ওপর বন্দুকধারীদের হামলায় ২৬ জন নিহত হন। ওই হামলার জন্য পাকিস্তানকে দায়ী করে আসছে ভারত। তবে পাকিস্তান বরাবরই এ অভিযোগ অস্বীকার করে আসছে এবং নিরপেক্ষ তদন্তের আহ্বান জানিয়েছে। এ নিয়ে দুই দেশের মধ্যে উত্তেজনা চরমে পৌঁছায়। [37, 1175, 407, 1234]
article-text: আল জাজিরার এক প্রতিবেদনে বলা হয়েছে, বাংলাদেশ থেকে বিপুলসংখ্যক মানুষ অবৈধভাবে দেশটিতে প্রবেশের চেষ্টা করছে। এ বিষয়ে উদ্বেগ জানিয়ে ভিসা নীতিতে কড়াকড়ি আরোপের ঘোষণা দেওয়া হয়। তবে পর্যটন ও ব্যবসায়িক ভিসা চালু থাকবে বলে জানানো হয়েছে। শিক্ষার্থীদের জন্য বিশেষ ব্যবস্থা রাখা হবে। [788, 1246, 1142, 1305]
article-text: ফ্লাইট দুটি হচ্ছে তুর্কিশ এয়ারলাইনস (টিকে-৭১২) এবং কাতার এয়ারওয়েজের (কিউআর-৬৩৮)। এর মধ্যে তুর্কিশ এয়ারলাইনসের ফ্লাইটটি ইস্তাম্বুল থেকে ঢাকায় আসছিল। পাকিস্তানের আকাশসীমা বন্ধ থাকায় বিমানটি মাঝপথ থেকে ফিরে যায়। পরে বিকল্প রুটে ঢাকায় আসে ফ্লাইটটি। [788, 778, 1142, 838]
logo-text: আমার কাগজ [99, 71, 211, 96]
